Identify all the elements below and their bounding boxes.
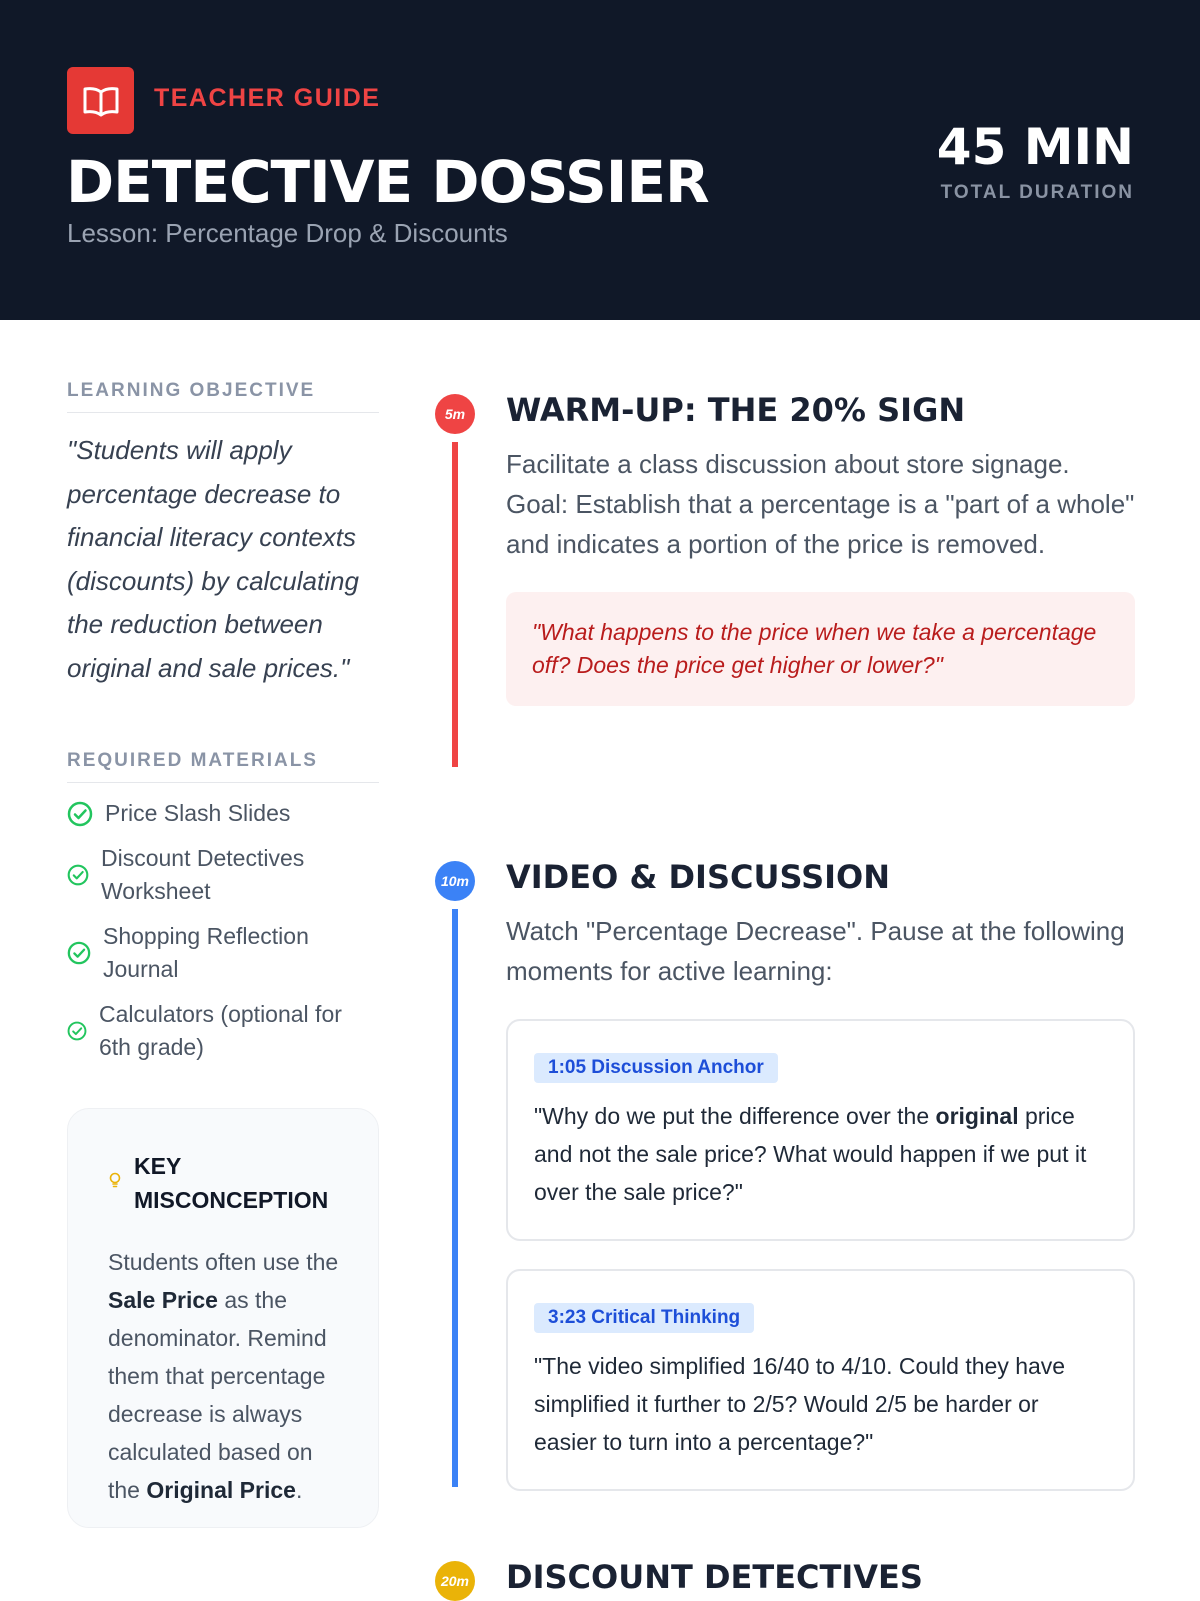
discussion-card xyxy=(506,1269,1135,1491)
time-badge: 5m xyxy=(435,394,475,434)
list-item xyxy=(67,998,379,1064)
material-label: Shopping Reflection Journal xyxy=(103,923,309,982)
lesson-subtitle: Lesson: Percentage Drop & Discounts xyxy=(67,218,508,248)
timeline-bar xyxy=(452,442,458,767)
time-badge: 10m xyxy=(435,861,475,901)
misconception-header xyxy=(108,1149,342,1217)
objective-heading: LEARNING OBJECTIVE xyxy=(67,380,379,413)
misconception-title: KEY MISCONCEPTION xyxy=(134,1153,329,1213)
card-question: "The video simplified 16/40 to 4/10. Could they have simplified it further to 2/5? Would 2/5 be harder or easier to turn into a percentage?" xyxy=(534,1353,1066,1455)
check-circle-icon xyxy=(67,941,91,965)
material-label: Discount Detectives Worksheet xyxy=(101,845,305,904)
total-duration-value: 45 MIN xyxy=(936,118,1134,176)
timestamp-badge: 1:05 Discussion Anchor xyxy=(534,1053,778,1083)
misconception-card xyxy=(67,1108,379,1528)
materials-heading: REQUIRED MATERIALS xyxy=(67,750,379,783)
section-title: DISCOUNT DETECTIVES xyxy=(506,1558,923,1596)
learning-objective: "Students will apply percentage decrease to financial literacy contexts (discounts) by calculating the reduction between original and sale prices." xyxy=(67,435,359,683)
total-duration-label: TOTAL DURATION xyxy=(940,182,1134,203)
misconception-text: Students often use the Sale Price as the denominator. Remind them that percentage decrease is always calculated based on the Original Price. xyxy=(108,1249,339,1503)
list-item xyxy=(67,842,379,908)
timeline-section-warmup xyxy=(435,390,1135,787)
lesson-timeline xyxy=(435,390,1135,1597)
timestamp-badge: 3:23 Critical Thinking xyxy=(534,1303,754,1333)
timeline-section-discount-detectives xyxy=(435,1557,1135,1597)
lightbulb-icon xyxy=(108,1172,122,1195)
check-circle-icon xyxy=(67,801,93,827)
section-description: Facilitate a class discussion about store signage. Goal: Establish that a percentage is a "part of a whole" and indicates a portion of the price is removed. xyxy=(506,449,1135,559)
list-item xyxy=(67,797,379,830)
material-label: Price Slash Slides xyxy=(105,800,291,826)
materials-list xyxy=(67,797,379,1064)
time-badge: 20m xyxy=(435,1561,475,1601)
section-title: VIDEO & DISCUSSION xyxy=(506,858,891,896)
sidebar xyxy=(67,380,379,1528)
brand-label: TEACHER GUIDE xyxy=(154,84,381,112)
check-circle-icon xyxy=(67,1021,87,1041)
discussion-card xyxy=(506,1019,1135,1241)
section-description: Watch "Percentage Decrease". Pause at the following moments for active learning: xyxy=(506,916,1125,986)
card-question: "Why do we put the difference over the original price and not the sale price? What would happen if we put it over the sale price?" xyxy=(534,1103,1087,1205)
discussion-quote: "What happens to the price when we take a percentage off? Does the price get higher or lower?" xyxy=(506,592,1135,706)
material-label: Calculators (optional for 6th grade) xyxy=(99,1001,342,1060)
timeline-section-video xyxy=(435,857,1135,1557)
list-item xyxy=(67,920,379,986)
section-title: WARM-UP: THE 20% SIGN xyxy=(506,391,966,429)
check-circle-icon xyxy=(67,864,89,886)
page-title: DETECTIVE DOSSIER xyxy=(66,148,709,216)
timeline-bar xyxy=(452,909,458,1487)
book-icon xyxy=(67,67,134,134)
page-header xyxy=(0,0,1200,320)
